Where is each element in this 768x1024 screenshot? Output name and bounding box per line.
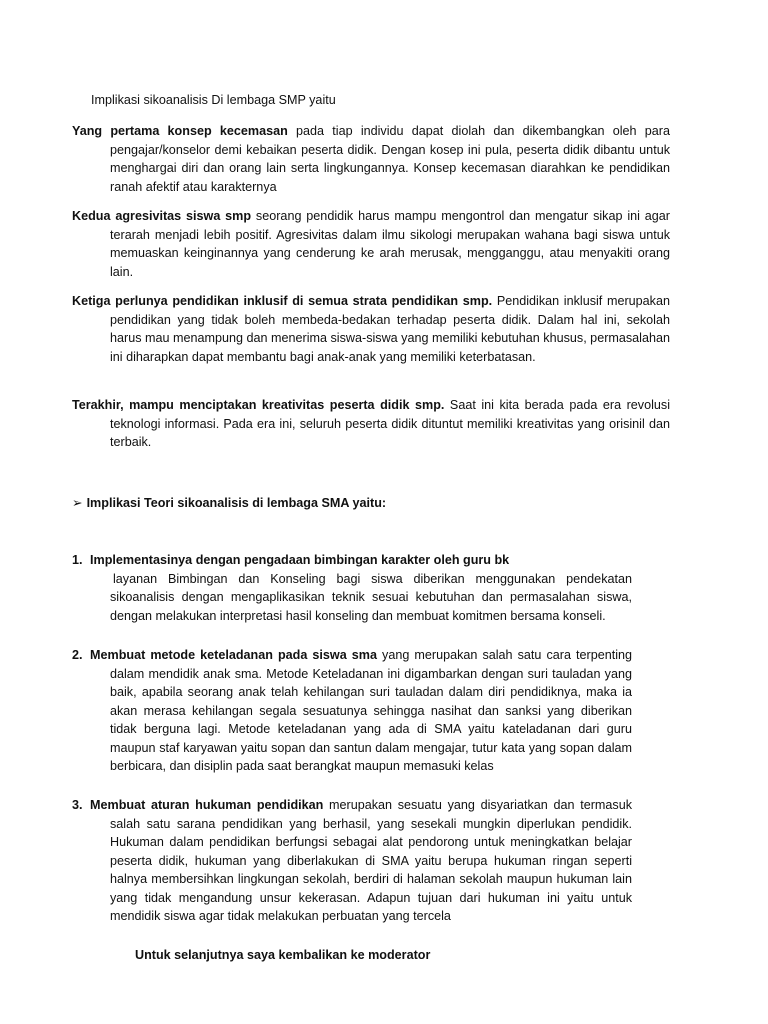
smp-point-3-lead: Ketiga perlunya pendidikan inklusif di semua strata pendidikan smp. <box>72 294 493 308</box>
sma-point-3-number: 3. <box>72 798 83 812</box>
sma-section-heading-text: Implikasi Teori sikoanalisis di lembaga SMA yaitu: <box>86 496 387 510</box>
sma-point-2-text: yang merupakan salah satu cara terpenting dalam mendidik anak sma. Metode Keteladanan ini digambarkan dengan suri tauladan yang baik, apabila seorang anak telah kehilangan suri tauladan dalam diri pendidiknya, maka ia akan merasa kehilangan segala sesuatunya sehingga nasihat dan sanksi yang diberikan tidak berguna lagi. Metode keteladanan yang ada di SMA yaitu kateladanan dari guru maupun staf karyawan yaitu sopan dan santun dalam mengajar, tutur kata yang sopan dalam berbicara, dan disiplin pada saat berangkat maupun memasuki kelas <box>110 648 633 773</box>
sma-point-2-number: 2. <box>72 648 83 662</box>
smp-section-heading: Implikasi sikoanalisis Di lembaga SMP yaitu <box>91 93 336 107</box>
sma-point-1-text: layanan Bimbingan dan Konseling bagi siswa diberikan menggunakan pendekatan sikoanalisis dengan mengaplikasikan teknik sesuai kebutuhan dan permasalahan siswa, dengan melakukan interpretasi hasil konseling dan membuat komitmen bersama konseli. <box>110 571 632 623</box>
sma-section-heading <box>72 494 386 513</box>
sma-point-1 <box>72 551 632 625</box>
arrow-bullet-icon: ➢ <box>72 496 83 510</box>
smp-point-2-lead: Kedua agresivitas siswa smp <box>72 209 252 223</box>
sma-point-1-lead: Implementasinya dengan pengadaan bimbingan karakter oleh guru bk <box>90 553 510 567</box>
sma-point-3-text: merupakan sesuatu yang disyariatkan dan termasuk salah satu sarana pendidikan yang berhasil, yang sesekali mungkin diperlukan pendidik. Hukuman dalam pendidikan berfungsi sebagai alat pendorong untuk meningkatkan belajar peserta didik, hukuman yang diberlakukan di SMA yaitu berupa hukuman ringan seperti halnya membersihkan lingkungan sekolah, berdiri di halaman sekolah maupun hukuman lain yang tidak mengandung unsur kekerasan. Adapun tujuan dari hukuman ini yaitu untuk mendidik siswa agar tidak melakukan perbuatan yang tercela <box>110 798 633 923</box>
smp-point-2-text: seorang pendidik harus mampu mengontrol dan mengatur sikap ini agar terarah menjadi lebih positif. Agresivitas dalam ilmu sikologi merupakan wahana bagi siswa untuk memuaskan keinginannya yang cenderung ke arah merusak, mengganggu, atau menyakiti orang lain. <box>110 209 670 279</box>
smp-point-1-lead: Yang pertama konsep kecemasan <box>72 124 288 138</box>
smp-point-3-text: Pendidikan inklusif merupakan pendidikan yang tidak boleh membeda-bedakan terhadap peserta didik. Dalam hal ini, sekolah harus mau menampung dan menerima siswa-siswa yang memiliki kebutuhan khusus, permasalahan ini diharapkan dapat membantu bagi anak-anak yang memiliki keterbatasan. <box>110 294 670 364</box>
sma-point-2 <box>72 646 632 776</box>
smp-point-1 <box>72 122 670 196</box>
sma-point-2-lead: Membuat metode keteladanan pada siswa sma <box>90 648 377 662</box>
smp-point-4-lead: Terakhir, mampu menciptakan kreativitas peserta didik smp. <box>72 398 445 412</box>
sma-point-2-body <box>90 646 632 776</box>
smp-point-2 <box>72 207 670 281</box>
sma-point-1-number: 1. <box>72 553 83 567</box>
smp-point-3 <box>72 292 670 366</box>
sma-point-3-lead: Membuat aturan hukuman pendidikan <box>90 798 324 812</box>
smp-point-1-text: pada tiap individu dapat diolah dan dikembangkan oleh para pengajar/konselor demi kebaikan peserta didik. Dengan kosep ini pula, peserta didik dibantu untuk menghargai diri dan orang lain serta lingkungannya. Konsep kecemasan diarahkan ke pendidikan ranah afektif atau karakternya <box>110 124 670 194</box>
closing-line: Untuk selanjutnya saya kembalikan ke moderator <box>135 948 431 962</box>
sma-point-3-body <box>90 796 632 926</box>
smp-point-4-text: Saat ini kita berada pada era revolusi teknologi informasi. Pada era ini, seluruh peserta didik dituntut memiliki kreativitas yang orisinil dan terbaik. <box>110 398 670 449</box>
sma-point-3 <box>72 796 632 926</box>
smp-point-4 <box>72 396 670 452</box>
